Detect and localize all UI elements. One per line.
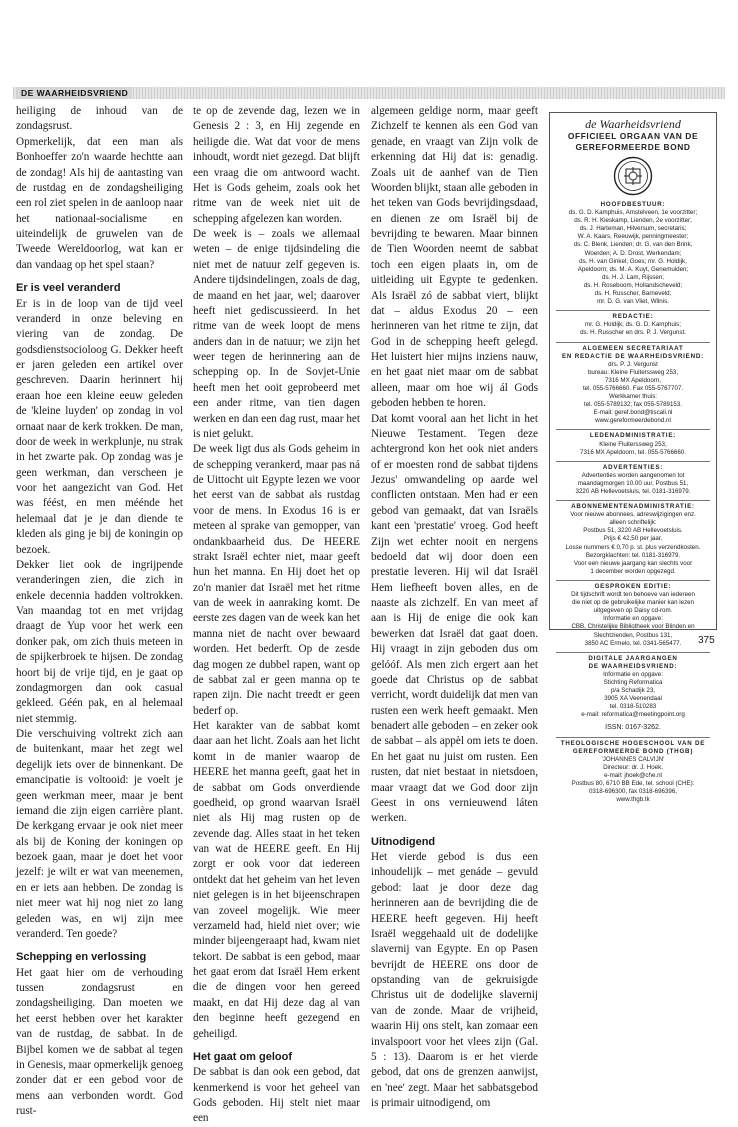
list-item: ds. H. J. Lam, Rijssen; xyxy=(602,273,664,281)
list-item: Slechtzienden, Postbus 131, xyxy=(593,631,673,639)
list-item: Werkkamer thuis: xyxy=(608,393,658,401)
paragraph: Die verschuiving voltrekt zich aan de buitenkant, maar het zegt wel degelijk iets over de binnenkant. De emancipatie is voltooid: je voelt je geen werkman meer, maar je bent iemand die zijn eigen carrière plant. De kerkgang ervaar je ook niet meer als bij de Koning der koningen op bezoek gaan, maar je doet het voor jezelf: je wilt er wat van meenemen, en er iets aan hebben. De zondag is niet meer wat hij nog niet zo lang geleden was, en wij zijn mee veranderd. Ten goede? xyxy=(16,728,183,940)
section-heading: ABONNEMENTENADMINISTRATIE: xyxy=(556,500,710,511)
section-heading: LEDENADMINISTRATIE: xyxy=(556,429,710,440)
section-heading: GEREFORMEERDE BOND (THGB) xyxy=(572,747,694,755)
section-heading: REDACTIE: xyxy=(556,310,710,321)
list-item: drs. P. J. Vergunst xyxy=(608,360,658,368)
section-heading: DIGITALE JAARGANGEN xyxy=(556,652,710,663)
list-item: Advertenties worden aangenomen tot xyxy=(581,471,685,479)
list-item: 3905 XA Veenendaal xyxy=(604,695,662,703)
list-item: ds. H. Russcher, Barneveld; xyxy=(594,290,672,298)
list-item: Losse nummers € 0,70 p. st. plus verzendkosten. Bezorgklachten: tel. 0181-316979. xyxy=(565,543,701,559)
article-column-1 xyxy=(16,104,183,1119)
section-heading: DE WAARHEIDSVRIEND: xyxy=(588,662,678,670)
list-item: Directeur: dr. J. Hoek, xyxy=(603,763,663,771)
list-item: ds. H. van Ginkel, Goes; mr. G. Holdijk, xyxy=(579,257,687,265)
list-item: 0318-696300, fax 0318-696396, xyxy=(588,788,678,796)
list-item: Informatie en opgave: xyxy=(603,670,663,678)
paragraph: De week is – zoals we allemaal weten – de enige tijdsindeling die niet met de natuur zelf gegeven is. Andere tijdsindelingen, zoals de dag, de maand en het jaar, wel; daarover heeft niet gediscussieerd. In het ritme van de week loopt de mens anders dan in de natuur; we zijn het weer tegen de herinnering aan de schepping op. In de Sovjet-Unie heeft men het ooit geprobeerd met een ander ritme, van tien dagen werken en dan een dag rust, maar het is niet gelukt. xyxy=(193,228,360,440)
list-item: Stichting Reformatica xyxy=(603,678,663,686)
list-item: 3850 AC Ermelo, tel. 0341-565477. xyxy=(584,639,682,647)
list-item: Postbus 80, 6710 BB Ede, tel. school (CHE): xyxy=(571,780,695,787)
running-header-bar xyxy=(13,87,725,99)
article-column-2 xyxy=(193,104,360,1127)
list-item: Dit tijdschrift wordt ten behoeve van iedereen xyxy=(571,591,695,599)
list-item: die niet op de gebruikelijke manier kan lezen xyxy=(571,599,695,607)
paragraph: De week ligt dus als Gods geheim in de schepping verankerd, maar pas ná de Uittocht uit Egypte lezen we voor het eerst van de sabbat als rustdag voor de mens. In Exodus 16 is er meteen al sprake van gemopper, van ondankbaarheid dus. De HEERE strakt Israël echter niet, maar geeft hun het manna. En Hij doet het op zo'n manier dat Israël met het ritme van de week in aanraking komt. De eerste zes dagen van de week kan het manna niet de nacht over bewaard worden. Het bederft. Op de zesde dag mogen ze dubbel rapen, want op de sabbat zal er geen manna op te rapen zijn. Die nacht treedt er geen bederf op. xyxy=(193,443,360,717)
colophon-subtitle: GEREFORMEERDE BOND xyxy=(575,141,691,152)
section-heading: Er is veel veranderd xyxy=(16,282,121,295)
paragraph: Dekker liet ook de ingrijpende veranderingen zien, die zich in enkele decennia hadden voltrokken. Van maandag tot en met vrijdag draagt de Yup voor het werk een donker pak, om zich thuis meteen in de spijkerbroek te hijsen. De zondag hoort bij de vrije tijd, en je gaat op zondagmorgen dan ook casual gekleed. Géén pak, en al helemaal niet stemmig. xyxy=(16,558,183,725)
paragraph: Er is in de loop van de tijd veel veranderd in onze beleving en viering van de zondag. De godsdienstsocioloog G. Dekker heeft er jaren geleden een artikel over geschreven. Daarin herinnert hij eraan hoe een kleine eeuw geleden de 'kleine luyden' op zondag in vol ornaat naar de kerk trokken. De man, door de week in werkplunje, nu strak in het zwarte pak. Op zondag was je geen werkman, dan verscheen je voor het aangezicht van God. Het was féést, en men méénde het helemaal dat je je dan diende te kleden als ging je bij de koningin op bezoek. xyxy=(16,297,183,556)
list-item: 7316 MX Apeldoorn, xyxy=(604,376,662,384)
website-link[interactable]: www.thgb.tk xyxy=(616,796,650,804)
list-item: W. A. Kaars, Reeuwijk, penningmeester; xyxy=(577,233,689,241)
list-item: maandagmorgen 10.00 uur, Postbus 51, xyxy=(577,479,689,487)
paragraph: Het gaat hier om de verhouding tussen zondagsrust en zondagsheiliging. Dan moeten we het eerst hebben over het karakter van de rustdag, de sabbat. In de Bijbel komen we de sabbat al tegen in Genesis, maar opmerkelijk genoeg zonder dat er een gebod voor de mens aan verbonden wordt. God rust- xyxy=(16,966,183,1117)
paragraph: De sabbat is dan ook een gebod, dat kenmerkend is voor het geheel van Gods geboden. Hij stelt niet maar een xyxy=(193,1066,360,1125)
paragraph: heiliging de inhoud van de zondagsrust. xyxy=(16,105,183,133)
section-heading: EN REDACTIE DE WAARHEIDSVRIEND: xyxy=(561,352,705,360)
issn-number: ISSN: 0167-3262. xyxy=(605,724,661,732)
list-item: CBB, Christelijke Bibliotheek voor Blinden en xyxy=(571,623,695,631)
paragraph: algemeen geldige norm, maar geeft Zichzelf te kennen als een God van genade, en vraagt van Zijn volk de erkenning dat Hij dat is: genadig. Zoals uit de aanhef van de Tien Woorden blijkt, staan alle geboden in het teken van Gods bevrijdingsdaad, en dienen ze om Israël bij de bevrijding te bewaren. Maar binnen de Tien Woorden neemt de sabbat toch een eigen plaats in, om de uitleiding uit Egypte te gedenken. Als Israël zó de sabbat viert, blijkt dat – aldus Exodus 20 – een herinneren van het ritme te zijn, dat God in de schepping heeft gelegd. Het luistert hier mijns inziens nauw, en het gaat niet maar om de sabbat alleen, maar om hoe wij ál Gods geboden hebben te horen. xyxy=(371,105,538,410)
list-item: 'JOHANNES CALVIJN' xyxy=(601,755,665,763)
colophon-subtitle: OFFICIEEL ORGAAN VAN DE xyxy=(567,131,699,141)
list-item: 7316 MX Apeldoorn, tel. 055-5766660. xyxy=(580,448,686,456)
section-heading: GESPROKEN EDITIE: xyxy=(556,580,710,591)
section-heading: HOOFDBESTUUR: xyxy=(600,201,666,208)
list-item: ds. H. Russcher en drs. P. J. Vergunst. xyxy=(580,329,686,337)
list-item: uitgegeven op Daisy cd-rom. xyxy=(593,607,673,615)
list-item: tel. 055-5766660. Fax 055-5767707. xyxy=(582,384,684,392)
list-item: ds. H. Roseboom, Hollandscheveld; xyxy=(583,281,683,289)
list-item: alleen schriftelijk: xyxy=(609,519,657,527)
running-header-title: DE WAARHEIDSVRIEND xyxy=(17,87,132,99)
list-item: Woerden; A. D. Drost, Werkendam; xyxy=(584,249,682,257)
section-heading: THEOLOGISCHE HOGESCHOOL VAN DE xyxy=(556,737,710,748)
seal-logo-icon xyxy=(613,156,653,196)
page-number: 375 xyxy=(698,635,715,646)
paragraph: Het karakter van de sabbat komt daar aan het licht. Zoals aan het licht komt in de manier waarop de HEERE het manna geeft, gaat het in de sabbat om Gods onverdiende goedheid, op grond waarvan Israël niet als Hij mag rusten op de zevende dag. Alles staat in het teken van wat de HEERE geeft. En Hij zorgt er ook voor dat iedereen ontdekt dat het geheim van het leven niet gelegen is in het bijeenschrapen van zoveel mogelijk. Wie meer verzameld had, hield niet over; wie minder bijeengeraapt had, kwam niet tekort. De sabbat is een gebod, maar het gaat erom dat Israël Hem erkent die de dingen voor hen gereed maakt, en dat Hij deze dag al van den beginne heeft gezegend en geheiligd. xyxy=(193,720,360,1040)
list-item: bureau: Kleine Fluiterssweg 253, xyxy=(587,368,679,376)
paragraph: Opmerkelijk, dat een man als Bonhoeffer zo'n waarde hechtte aan de zondag! Als hij de aantasting van de rustdag en de zondagsheiliging een rol ziet spelen in de aanloop naar het nationaal-socialisme en uiteindelijk de gruwelen van de Tweede Wereldoorlog, wat kan er dan vandaag op het spel staan? xyxy=(16,135,183,271)
list-item: ds. C. Blenk, Lienden; dr. G. van den Brink, xyxy=(573,241,693,249)
paragraph: Het vierde gebod is dus een inhoudelijk – met genáde – gevuld gebod: laat je door deze dag herinneren aan de bevrijding die de HEERE heeft gegeven. Hij heeft Israël weggehaald uit de dodelijke slavernij van Egypte. En op Pasen bevrijdt de HEERE ons door de opstanding van de gekruisigde Christus uit de dodelijke slavernij van de zonde. Maar de vrijheid, waarin Hij ons stelt, kan zomaar een invalspoort voor het vlees zijn (Gal. 5 : 13). Daarom is er het vierde gebod, dat ons de grenzen aanwijst, en 'nee' zegt. Maar het sabbatsgebod is primair uitnodigend, om xyxy=(371,851,538,1109)
section-heading: Het gaat om geloof xyxy=(193,1050,293,1063)
list-item: ds. R. H. Kieskamp, Lienden, 2e voorzitter; xyxy=(574,217,692,225)
list-item: mr. G. Holdijk; ds. G. D. Kamphuis; xyxy=(585,321,681,329)
list-item: Apeldoorn; ds. M. A. Kuyt, Genemuiden; xyxy=(577,265,689,273)
email-link[interactable]: e-mail: reformatica@meetingpoint.org xyxy=(581,711,685,719)
list-item: Postbus 51, 3220 AB Hellevoetsluis. xyxy=(583,527,683,535)
list-item: Kleine Fluiterssweg 253, xyxy=(599,440,667,448)
list-item: 1 december worden opgezegd. xyxy=(590,567,676,575)
website-link[interactable]: www.gereformeerdebond.nl xyxy=(595,417,671,425)
section-heading: ADVERTENTIES: xyxy=(556,461,710,472)
article-column-3 xyxy=(371,104,538,1111)
list-item: p/a Schadijk 23, xyxy=(610,687,656,695)
section-heading: Schepping en verlossing xyxy=(16,951,147,964)
section-heading: Uitnodigend xyxy=(371,835,436,848)
email-link[interactable]: e-mail: jhoek@che.nl xyxy=(604,771,662,779)
email-link[interactable]: E-mail: geref.bond@tiscali.nl xyxy=(593,409,673,417)
paragraph: Dat komt vooral aan het licht in het Nieuwe Testament. Tegen deze achtergrond kon het ook niet anders of er moesten rond de sabbat tijdens Jezus' omwandeling op aarde wel conflicten ontstaan. Men had er een gebod van gemaakt, dat van Israëls kant een 'prestatie' vroeg. God heeft Zijn wet echter nooit en nergens bedoeld dat wij door doen een prestatie leveren. Hij wil dat Israël Hem liefheeft boven alles, en de naaste als zichzelf. En van meet af aan is Hij de enige die ook kan bewerken dat Israël dat gaat doen. Hij vraagt in zijn geboden dus om gelóóf. Als men zich ergert aan het goede dat Christus op de sabbat verricht, wordt duidelijk dat men van rusten een werk heeft gemaakt. Men benadert alle geboden – en zeker ook de sabbat – als appèl om iets te doen. En het gaat nu juist om rusten. Een rusten, dat niet bestaat in nietsdoen, maar vraagt dat we God door zijn Geest in ons vernieuwend láten werken. xyxy=(371,412,538,825)
list-item: ds. G. D. Kamphuis, Amstelveen, 1e voorzitter; xyxy=(568,209,698,217)
list-item: tel. 055-5789132; fax 055-5789153. xyxy=(583,401,683,409)
list-item: tel. 0318-510283 xyxy=(609,703,657,711)
paragraph: te op de zevende dag, lezen we in Genesis 2 : 3, en Hij zegende en heiligde die. Wat dat voor de mens inhoudt, wordt niet gezegd. Dat blijft een vraag die om antwoord wacht. Het is Gods geheim, zoals ook het ritme van de week niet uit de schepping afgelezen kan worden. xyxy=(193,105,360,225)
list-item: Informatie en opgave: xyxy=(603,615,663,623)
colophon-title: de Waarheidsvriend xyxy=(585,117,681,131)
list-item: ds. J. Harteman, Hilversum, secretaris; xyxy=(579,225,687,233)
list-item: 3220 AB Hellevoetsluis, tel. 0181-316979. xyxy=(575,488,691,495)
list-item: Voor een nieuwe jaargang kan slechts voor xyxy=(573,559,693,567)
list-item: Prijs € 42,50 per jaar. xyxy=(603,535,663,543)
list-item: Voor nieuwe abonnees, adreswijzigingen enz. xyxy=(570,511,696,519)
list-item: mr. D. G. van Vliet, Wilnis. xyxy=(597,298,669,306)
section-heading: ALGEMEEN SECRETARIAAT xyxy=(556,342,710,353)
